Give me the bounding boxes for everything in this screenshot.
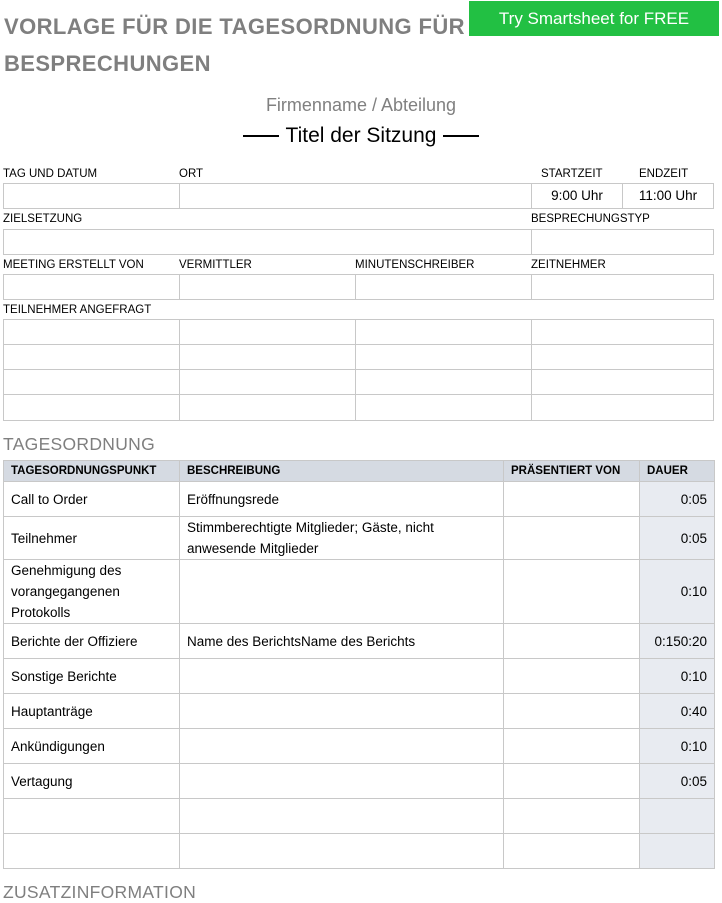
agenda-presenter[interactable] xyxy=(504,764,640,799)
attendee-cell[interactable] xyxy=(531,344,714,370)
agenda-item[interactable] xyxy=(4,834,180,869)
agenda-description[interactable] xyxy=(180,659,504,694)
agenda-duration[interactable]: 0:05 xyxy=(640,482,715,517)
agenda-item[interactable]: Ankündigungen xyxy=(4,729,180,764)
attendee-cell[interactable] xyxy=(179,394,356,421)
minute-taker-field[interactable] xyxy=(355,274,532,300)
agenda-item[interactable]: Vertagung xyxy=(4,764,180,799)
agenda-description[interactable] xyxy=(180,694,504,729)
agenda-description[interactable] xyxy=(180,729,504,764)
table-row xyxy=(4,482,715,517)
table-row xyxy=(4,659,715,694)
attendee-cell[interactable] xyxy=(531,369,714,395)
agenda-presenter[interactable] xyxy=(504,834,640,869)
agenda-section-title: TAGESORDNUNG xyxy=(3,434,156,454)
agenda-description[interactable]: Name des BerichtsName des Berichts xyxy=(180,624,504,659)
agenda-presenter[interactable] xyxy=(504,799,640,834)
agenda-duration[interactable]: 0:10 xyxy=(640,659,715,694)
agenda-duration[interactable]: 0:150:20 xyxy=(640,624,715,659)
agenda-presenter[interactable] xyxy=(504,517,640,560)
created-by-field[interactable] xyxy=(3,274,180,300)
attendee-cell[interactable] xyxy=(531,319,714,345)
agenda-header-item: TAGESORDNUNGSPUNKT xyxy=(4,461,180,482)
attendee-cell[interactable] xyxy=(3,344,180,370)
agenda-description[interactable] xyxy=(180,799,504,834)
end-time-label: ENDZEIT xyxy=(639,168,689,180)
agenda-duration[interactable]: 0:10 xyxy=(640,729,715,764)
attendee-cell[interactable] xyxy=(179,319,356,345)
start-time-label: STARTZEIT xyxy=(541,168,603,180)
agenda-item[interactable]: Genehmigung des vorangegangenen Protokolls xyxy=(4,560,180,624)
table-row xyxy=(4,624,715,659)
attendee-cell[interactable] xyxy=(3,369,180,395)
agenda-item[interactable] xyxy=(4,799,180,834)
title-dash-left xyxy=(243,135,279,137)
meeting-title xyxy=(0,124,722,148)
document-title xyxy=(4,8,474,82)
agenda-duration[interactable]: 0:05 xyxy=(640,517,715,560)
agenda-item[interactable]: Sonstige Berichte xyxy=(4,659,180,694)
try-smartsheet-button[interactable]: Try Smartsheet for FREE xyxy=(469,1,719,36)
attendee-cell[interactable] xyxy=(355,369,532,395)
timekeeper-label: ZEITNEHMER xyxy=(531,259,606,271)
attendee-cell[interactable] xyxy=(179,344,356,370)
attendees-label: TEILNEHMER ANGEFRAGT xyxy=(3,304,152,316)
facilitator-field[interactable] xyxy=(179,274,356,300)
location-label: ORT xyxy=(179,168,204,180)
agenda-duration[interactable]: 0:40 xyxy=(640,694,715,729)
objective-field[interactable] xyxy=(3,229,532,255)
agenda-duration[interactable] xyxy=(640,799,715,834)
agenda-description[interactable] xyxy=(180,764,504,799)
additional-info-section-title: ZUSATZINFORMATION xyxy=(3,882,197,902)
day-date-label: TAG UND DATUM xyxy=(3,168,98,180)
agenda-item[interactable]: Teilnehmer xyxy=(4,517,180,560)
title-line-1: VORLAGE FÜR DIE TAGESORDNUNG FÜR xyxy=(4,14,465,39)
agenda-header-presenter: PRÄSENTIERT VON xyxy=(504,461,640,482)
table-row xyxy=(4,517,715,560)
title-line-2: BESPRECHUNGEN xyxy=(4,51,211,76)
agenda-item[interactable]: Berichte der Offiziere xyxy=(4,624,180,659)
agenda-duration[interactable]: 0:05 xyxy=(640,764,715,799)
agenda-description[interactable] xyxy=(180,834,504,869)
agenda-header-description: BESCHREIBUNG xyxy=(180,461,504,482)
agenda-presenter[interactable] xyxy=(504,624,640,659)
table-row xyxy=(4,694,715,729)
attendee-cell[interactable] xyxy=(3,319,180,345)
agenda-duration[interactable]: 0:10 xyxy=(640,560,715,624)
agenda-header-row xyxy=(4,461,715,482)
created-by-label: MEETING ERSTELLT VON xyxy=(3,259,144,271)
company-name: Firmenname / Abteilung xyxy=(265,95,457,115)
attendee-cell[interactable] xyxy=(3,394,180,421)
meeting-title-text: Titel der Sitzung xyxy=(285,124,437,147)
attendee-cell[interactable] xyxy=(355,344,532,370)
agenda-presenter[interactable] xyxy=(504,560,640,624)
agenda-description[interactable]: Eröffnungsrede xyxy=(180,482,504,517)
start-time-field[interactable]: 9:00 Uhr xyxy=(531,183,623,209)
timekeeper-field[interactable] xyxy=(531,274,714,300)
table-row xyxy=(4,729,715,764)
attendee-cell[interactable] xyxy=(355,394,532,421)
agenda-presenter[interactable] xyxy=(504,729,640,764)
table-row xyxy=(4,799,715,834)
agenda-description[interactable] xyxy=(180,560,504,624)
table-row xyxy=(4,764,715,799)
table-row xyxy=(4,560,715,624)
agenda-duration[interactable] xyxy=(640,834,715,869)
end-time-field[interactable]: 11:00 Uhr xyxy=(622,183,714,209)
agenda-presenter[interactable] xyxy=(504,482,640,517)
day-date-field[interactable] xyxy=(3,183,180,209)
agenda-item[interactable]: Hauptanträge xyxy=(4,694,180,729)
agenda-header-duration: DAUER xyxy=(640,461,715,482)
agenda-presenter[interactable] xyxy=(504,694,640,729)
objective-label: ZIELSETZUNG xyxy=(3,213,83,225)
agenda-description[interactable]: Stimmberechtigte Mitglieder; Gäste, nicht anwesende Mitglieder xyxy=(180,517,504,560)
facilitator-label: VERMITTLER xyxy=(179,259,252,271)
agenda-presenter[interactable] xyxy=(504,659,640,694)
attendee-cell[interactable] xyxy=(179,369,356,395)
agenda-item[interactable]: Call to Order xyxy=(4,482,180,517)
title-dash-right xyxy=(443,135,479,137)
meeting-type-field[interactable] xyxy=(531,229,714,255)
location-field[interactable] xyxy=(179,183,532,209)
minute-taker-label: MINUTENSCHREIBER xyxy=(355,259,475,271)
meeting-type-label: BESPRECHUNGSTYP xyxy=(531,213,650,225)
agenda-table xyxy=(3,460,715,869)
table-row xyxy=(4,834,715,869)
attendee-cell[interactable] xyxy=(531,394,714,421)
attendee-cell[interactable] xyxy=(355,319,532,345)
